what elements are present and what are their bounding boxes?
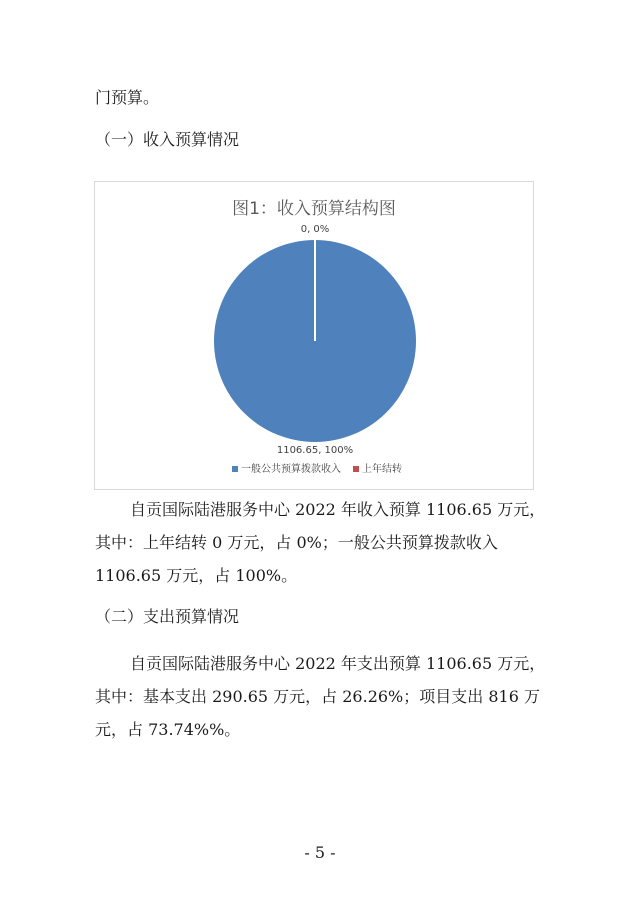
expense-paragraph-line-2: 其中：基本支出 290.65 万元，占 26.26%；项目支出 816 万 [95, 687, 540, 706]
income-pie-chart [94, 181, 534, 490]
income-paragraph-line-2: 其中：上年结转 0 万元，占 0%；一般公共预算拨款收入 [95, 533, 498, 552]
section-heading-expense: （二）支出预算情况 [95, 607, 240, 626]
pie-chart-svg [95, 182, 535, 491]
income-paragraph-line-3: 1106.65 万元，占 100%。 [95, 566, 298, 585]
page-number: - 5 - [304, 843, 336, 862]
paragraph-continuation: 门预算。 [95, 88, 160, 107]
income-paragraph-line-1: 自贡国际陆港服务中心 2022 年收入预算 1106.65 万元， [130, 500, 546, 519]
data-label-general-budget: 1106.65, 100% [276, 445, 354, 456]
legend-swatch-1 [232, 466, 238, 472]
chart-title: 图1：收入预算结构图 [232, 199, 396, 219]
data-label-carryover: 0, 0% [300, 224, 330, 235]
legend-label-2: 上年结转 [362, 464, 402, 475]
expense-paragraph-line-1: 自贡国际陆港服务中心 2022 年支出预算 1106.65 万元， [130, 654, 546, 673]
legend-label-1: 一般公共预算拨款收入 [241, 464, 341, 475]
section-heading-income: （一）收入预算情况 [95, 130, 240, 149]
expense-paragraph-line-3: 元，占 73.74%%。 [95, 720, 241, 739]
legend-swatch-2 [353, 466, 359, 472]
